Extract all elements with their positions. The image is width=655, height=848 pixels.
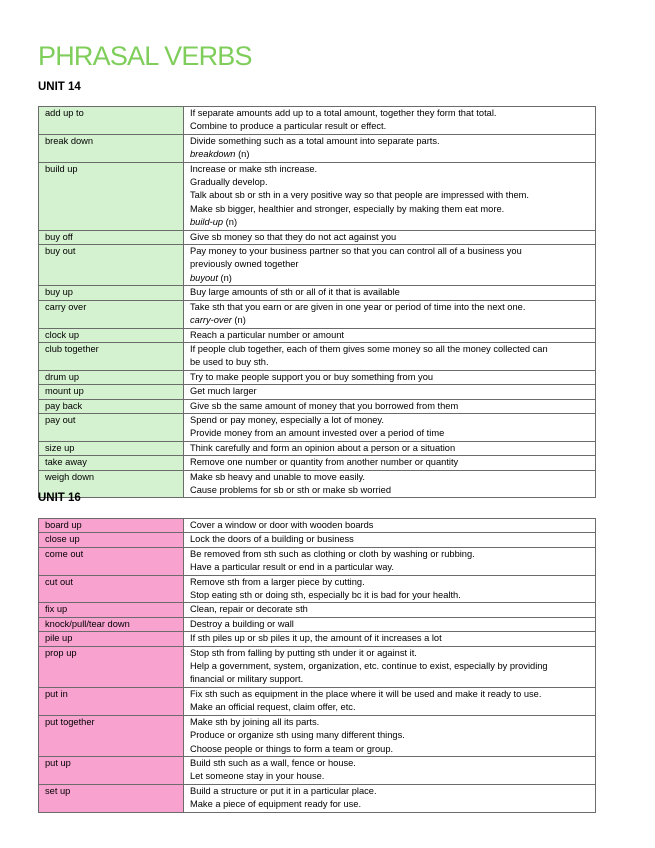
phrasal-verb-definition	[184, 715, 596, 756]
phrasal-verb-row	[39, 413, 596, 441]
definition-text: If separate amounts add up to a total amount, together they form that total.	[190, 108, 497, 118]
definition-text: Give sb money so that they do not act against you	[190, 231, 397, 242]
phrasal-verb-term: take away	[39, 456, 184, 470]
phrasal-verb-definition	[184, 575, 596, 603]
phrasal-verb-term: knock/pull/tear down	[39, 617, 184, 631]
definition-text: Talk about sb or sth in a very positive way so that people are impressed with them.	[190, 190, 529, 201]
derived-noun: buyout	[190, 272, 218, 283]
definition-text: Cause problems for sb or sth or make sb worried	[190, 484, 391, 495]
page-title: PHRASAL VERBS	[38, 41, 252, 71]
phrasal-verb-term: add up to	[39, 107, 184, 135]
phrasal-verb-term: fix up	[39, 603, 184, 617]
definition-text: be used to buy sth.	[190, 357, 269, 368]
definition-line	[190, 688, 592, 701]
phrasal-verb-row	[39, 715, 596, 756]
definition-text: Produce or organize sth using many different things.	[190, 730, 405, 741]
part-of-speech: (n)	[235, 149, 250, 160]
phrasal-verb-term: pay out	[39, 413, 184, 441]
phrasal-verb-row	[39, 245, 596, 286]
definition-line	[190, 148, 592, 161]
derived-noun: carry-over	[190, 315, 232, 326]
definition-text: Build sth such as a wall, fence or house.	[190, 757, 356, 768]
definition-text: Make a piece of equipment ready for use.	[190, 799, 362, 810]
phrasal-verb-row	[39, 470, 596, 498]
definition-text: Build a structure or put it in a particular place.	[190, 785, 377, 796]
phrasal-verb-row	[39, 603, 596, 617]
part-of-speech: (n)	[217, 272, 232, 283]
phrasal-verb-definition	[184, 342, 596, 370]
definition-text: Get much larger	[190, 386, 257, 397]
phrasal-verb-definition	[184, 547, 596, 575]
definition-line	[190, 729, 592, 742]
definition-text: Stop sth from falling by putting sth under it or against it.	[190, 647, 417, 658]
phrasal-verb-definition	[184, 617, 596, 631]
definition-line	[190, 647, 592, 660]
phrasal-verb-term: buy off	[39, 230, 184, 244]
definition-line	[190, 203, 592, 216]
definition-line	[190, 329, 592, 342]
phrasal-verb-definition	[184, 134, 596, 162]
phrasal-verb-term: board up	[39, 519, 184, 533]
definition-line	[190, 561, 592, 574]
definition-line	[190, 176, 592, 189]
definition-line	[190, 314, 592, 327]
phrasal-verb-definition	[184, 470, 596, 498]
definition-line	[190, 716, 592, 729]
definition-text: Divide something such as a total amount into separate parts.	[190, 135, 440, 146]
phrasal-verb-term: set up	[39, 784, 184, 812]
definition-line	[190, 120, 592, 133]
definition-line	[190, 258, 592, 271]
phrasal-verb-row	[39, 300, 596, 328]
definition-line	[190, 632, 592, 645]
definition-line	[190, 216, 592, 229]
phrasal-verb-term: mount up	[39, 385, 184, 399]
definition-line	[190, 798, 592, 811]
phrasal-verb-term: buy out	[39, 245, 184, 286]
phrasal-verb-definition	[184, 519, 596, 533]
definition-line	[190, 286, 592, 299]
definition-line	[190, 427, 592, 440]
phrasal-verb-definition	[184, 646, 596, 687]
definition-line	[190, 603, 592, 616]
definition-text: Stop eating sth or doing sth, especially bc it is bad for your health.	[190, 590, 461, 601]
definition-text: Remove sth from a larger piece by cutting.	[190, 576, 365, 587]
phrasal-verb-term: close up	[39, 533, 184, 547]
definition-text: Gradually develop.	[190, 177, 268, 188]
phrasal-verb-row	[39, 547, 596, 575]
derived-noun: breakdown	[190, 149, 236, 160]
definition-text: Help a government, system, organization, etc. continue to exist, especially by providing	[190, 661, 548, 672]
definition-line	[190, 618, 592, 631]
phrasal-verb-term: pile up	[39, 632, 184, 646]
phrasal-verb-term: club together	[39, 342, 184, 370]
phrasal-verb-row	[39, 533, 596, 547]
definition-line	[190, 189, 592, 202]
phrasal-verb-definition	[184, 107, 596, 135]
definition-line	[190, 400, 592, 413]
definition-line	[190, 533, 592, 546]
phrasal-verb-row	[39, 399, 596, 413]
definition-line	[190, 385, 592, 398]
unit-14-heading: UNIT 14	[38, 81, 81, 93]
phrasal-verb-definition	[184, 328, 596, 342]
definition-line	[190, 231, 592, 244]
definition-line	[190, 757, 592, 770]
definition-line	[190, 519, 592, 532]
definition-text: Combine to produce a particular result or effect.	[190, 121, 387, 132]
definition-line	[190, 135, 592, 148]
definition-text: Choose people or things to form a team or group.	[190, 743, 394, 754]
phrasal-verb-term: build up	[39, 162, 184, 230]
definition-text: Provide money from an amount invested over a period of time	[190, 428, 445, 439]
phrasal-verb-definition	[184, 230, 596, 244]
phrasal-verb-term: buy up	[39, 286, 184, 300]
unit-14-table	[38, 106, 596, 498]
phrasal-verb-definition	[184, 784, 596, 812]
unit-16-table	[38, 518, 596, 813]
phrasal-verb-row	[39, 230, 596, 244]
phrasal-verb-term: come out	[39, 547, 184, 575]
definition-text: If sth piles up or sb piles it up, the amount of it increases a lot	[190, 633, 442, 644]
definition-text: Make sb heavy and unable to move easily.	[190, 471, 366, 482]
definition-text: Cover a window or door with wooden boards	[190, 520, 374, 530]
phrasal-verb-definition	[184, 603, 596, 617]
definition-line	[190, 471, 592, 484]
definition-line	[190, 770, 592, 783]
phrasal-verb-definition	[184, 632, 596, 646]
phrasal-verb-definition	[184, 399, 596, 413]
phrasal-verb-row	[39, 756, 596, 784]
definition-line	[190, 163, 592, 176]
definition-text: Lock the doors of a building or business	[190, 534, 354, 545]
definition-line	[190, 245, 592, 258]
definition-text: previously owned together	[190, 259, 299, 270]
phrasal-verb-definition	[184, 300, 596, 328]
definition-line	[190, 107, 592, 120]
phrasal-verb-row	[39, 519, 596, 533]
definition-text: Buy large amounts of sth or all of it that is available	[190, 287, 400, 298]
definition-text: financial or military support.	[190, 674, 304, 685]
unit-16-heading: UNIT 16	[38, 492, 81, 504]
definition-line	[190, 589, 592, 602]
phrasal-verb-definition	[184, 441, 596, 455]
phrasal-verb-term: break down	[39, 134, 184, 162]
phrasal-verb-row	[39, 784, 596, 812]
phrasal-verb-row	[39, 385, 596, 399]
phrasal-verb-term: size up	[39, 441, 184, 455]
phrasal-verb-definition	[184, 286, 596, 300]
phrasal-verb-definition	[184, 756, 596, 784]
phrasal-verb-row	[39, 134, 596, 162]
phrasal-verb-row	[39, 646, 596, 687]
phrasal-verb-definition	[184, 162, 596, 230]
definition-line	[190, 484, 592, 497]
definition-text: Spend or pay money, especially a lot of money.	[190, 414, 384, 425]
definition-text: Make sth by joining all its parts.	[190, 716, 320, 727]
definition-text: Destroy a building or wall	[190, 618, 294, 629]
phrasal-verb-term: put together	[39, 715, 184, 756]
phrasal-verb-row	[39, 617, 596, 631]
definition-text: Make an official request, claim offer, etc.	[190, 702, 356, 713]
phrasal-verb-term: put up	[39, 756, 184, 784]
definition-line	[190, 442, 592, 455]
definition-text: Try to make people support you or buy something from you	[190, 371, 434, 382]
definition-text: Have a particular result or end in a particular way.	[190, 562, 394, 573]
phrasal-verb-row	[39, 162, 596, 230]
definition-text: Reach a particular number or amount	[190, 329, 344, 340]
phrasal-verb-row	[39, 370, 596, 384]
definition-line	[190, 414, 592, 427]
definition-line	[190, 301, 592, 314]
phrasal-verb-definition	[184, 385, 596, 399]
definition-text: If people club together, each of them gives some money so all the money collected can	[190, 343, 548, 354]
derived-noun: build-up	[190, 217, 224, 228]
definition-text: Think carefully and form an opinion about a person or a situation	[190, 442, 456, 453]
definition-text: Pay money to your business partner so that you can control all of a business you	[190, 246, 522, 257]
definition-line	[190, 785, 592, 798]
definition-text: Fix sth such as equipment in the place where it will be used and make it ready to use.	[190, 688, 542, 699]
definition-line	[190, 701, 592, 714]
definition-line	[190, 343, 592, 356]
phrasal-verb-definition	[184, 687, 596, 715]
definition-line	[190, 548, 592, 561]
phrasal-verb-row	[39, 456, 596, 470]
phrasal-verb-term: weigh down	[39, 470, 184, 498]
phrasal-verb-definition	[184, 245, 596, 286]
phrasal-verb-definition	[184, 533, 596, 547]
phrasal-verb-term: prop up	[39, 646, 184, 687]
phrasal-verb-term: cut out	[39, 575, 184, 603]
definition-line	[190, 456, 592, 469]
definition-text: Take sth that you earn or are given in one year or period of time into the next one.	[190, 301, 526, 312]
definition-text: Increase or make sth increase.	[190, 163, 318, 174]
definition-text: Let someone stay in your house.	[190, 771, 325, 782]
phrasal-verb-definition	[184, 413, 596, 441]
phrasal-verb-row	[39, 342, 596, 370]
definition-line	[190, 673, 592, 686]
part-of-speech: (n)	[223, 217, 238, 228]
phrasal-verb-row	[39, 286, 596, 300]
phrasal-verb-row	[39, 632, 596, 646]
definition-line	[190, 272, 592, 285]
phrasal-verb-term: pay back	[39, 399, 184, 413]
phrasal-verb-term: clock up	[39, 328, 184, 342]
phrasal-verb-term: drum up	[39, 370, 184, 384]
definition-text: Remove one number or quantity from another number or quantity	[190, 457, 459, 468]
phrasal-verb-term: carry over	[39, 300, 184, 328]
phrasal-verb-row	[39, 441, 596, 455]
definition-text: Be removed from sth such as clothing or cloth by washing or rubbing.	[190, 548, 475, 559]
definition-line	[190, 356, 592, 369]
phrasal-verb-definition	[184, 456, 596, 470]
phrasal-verb-row	[39, 107, 596, 135]
phrasal-verb-definition	[184, 370, 596, 384]
definition-text: Give sb the same amount of money that you borrowed from them	[190, 400, 459, 411]
phrasal-verb-row	[39, 575, 596, 603]
definition-line	[190, 660, 592, 673]
phrasal-verb-row	[39, 687, 596, 715]
phrasal-verb-row	[39, 328, 596, 342]
definition-line	[190, 576, 592, 589]
definition-text: Make sb bigger, healthier and stronger, especially by making them eat more.	[190, 203, 505, 214]
definition-line	[190, 371, 592, 384]
definition-text: Clean, repair or decorate sth	[190, 604, 308, 615]
part-of-speech: (n)	[231, 315, 246, 326]
phrasal-verb-term: put in	[39, 687, 184, 715]
definition-line	[190, 743, 592, 756]
